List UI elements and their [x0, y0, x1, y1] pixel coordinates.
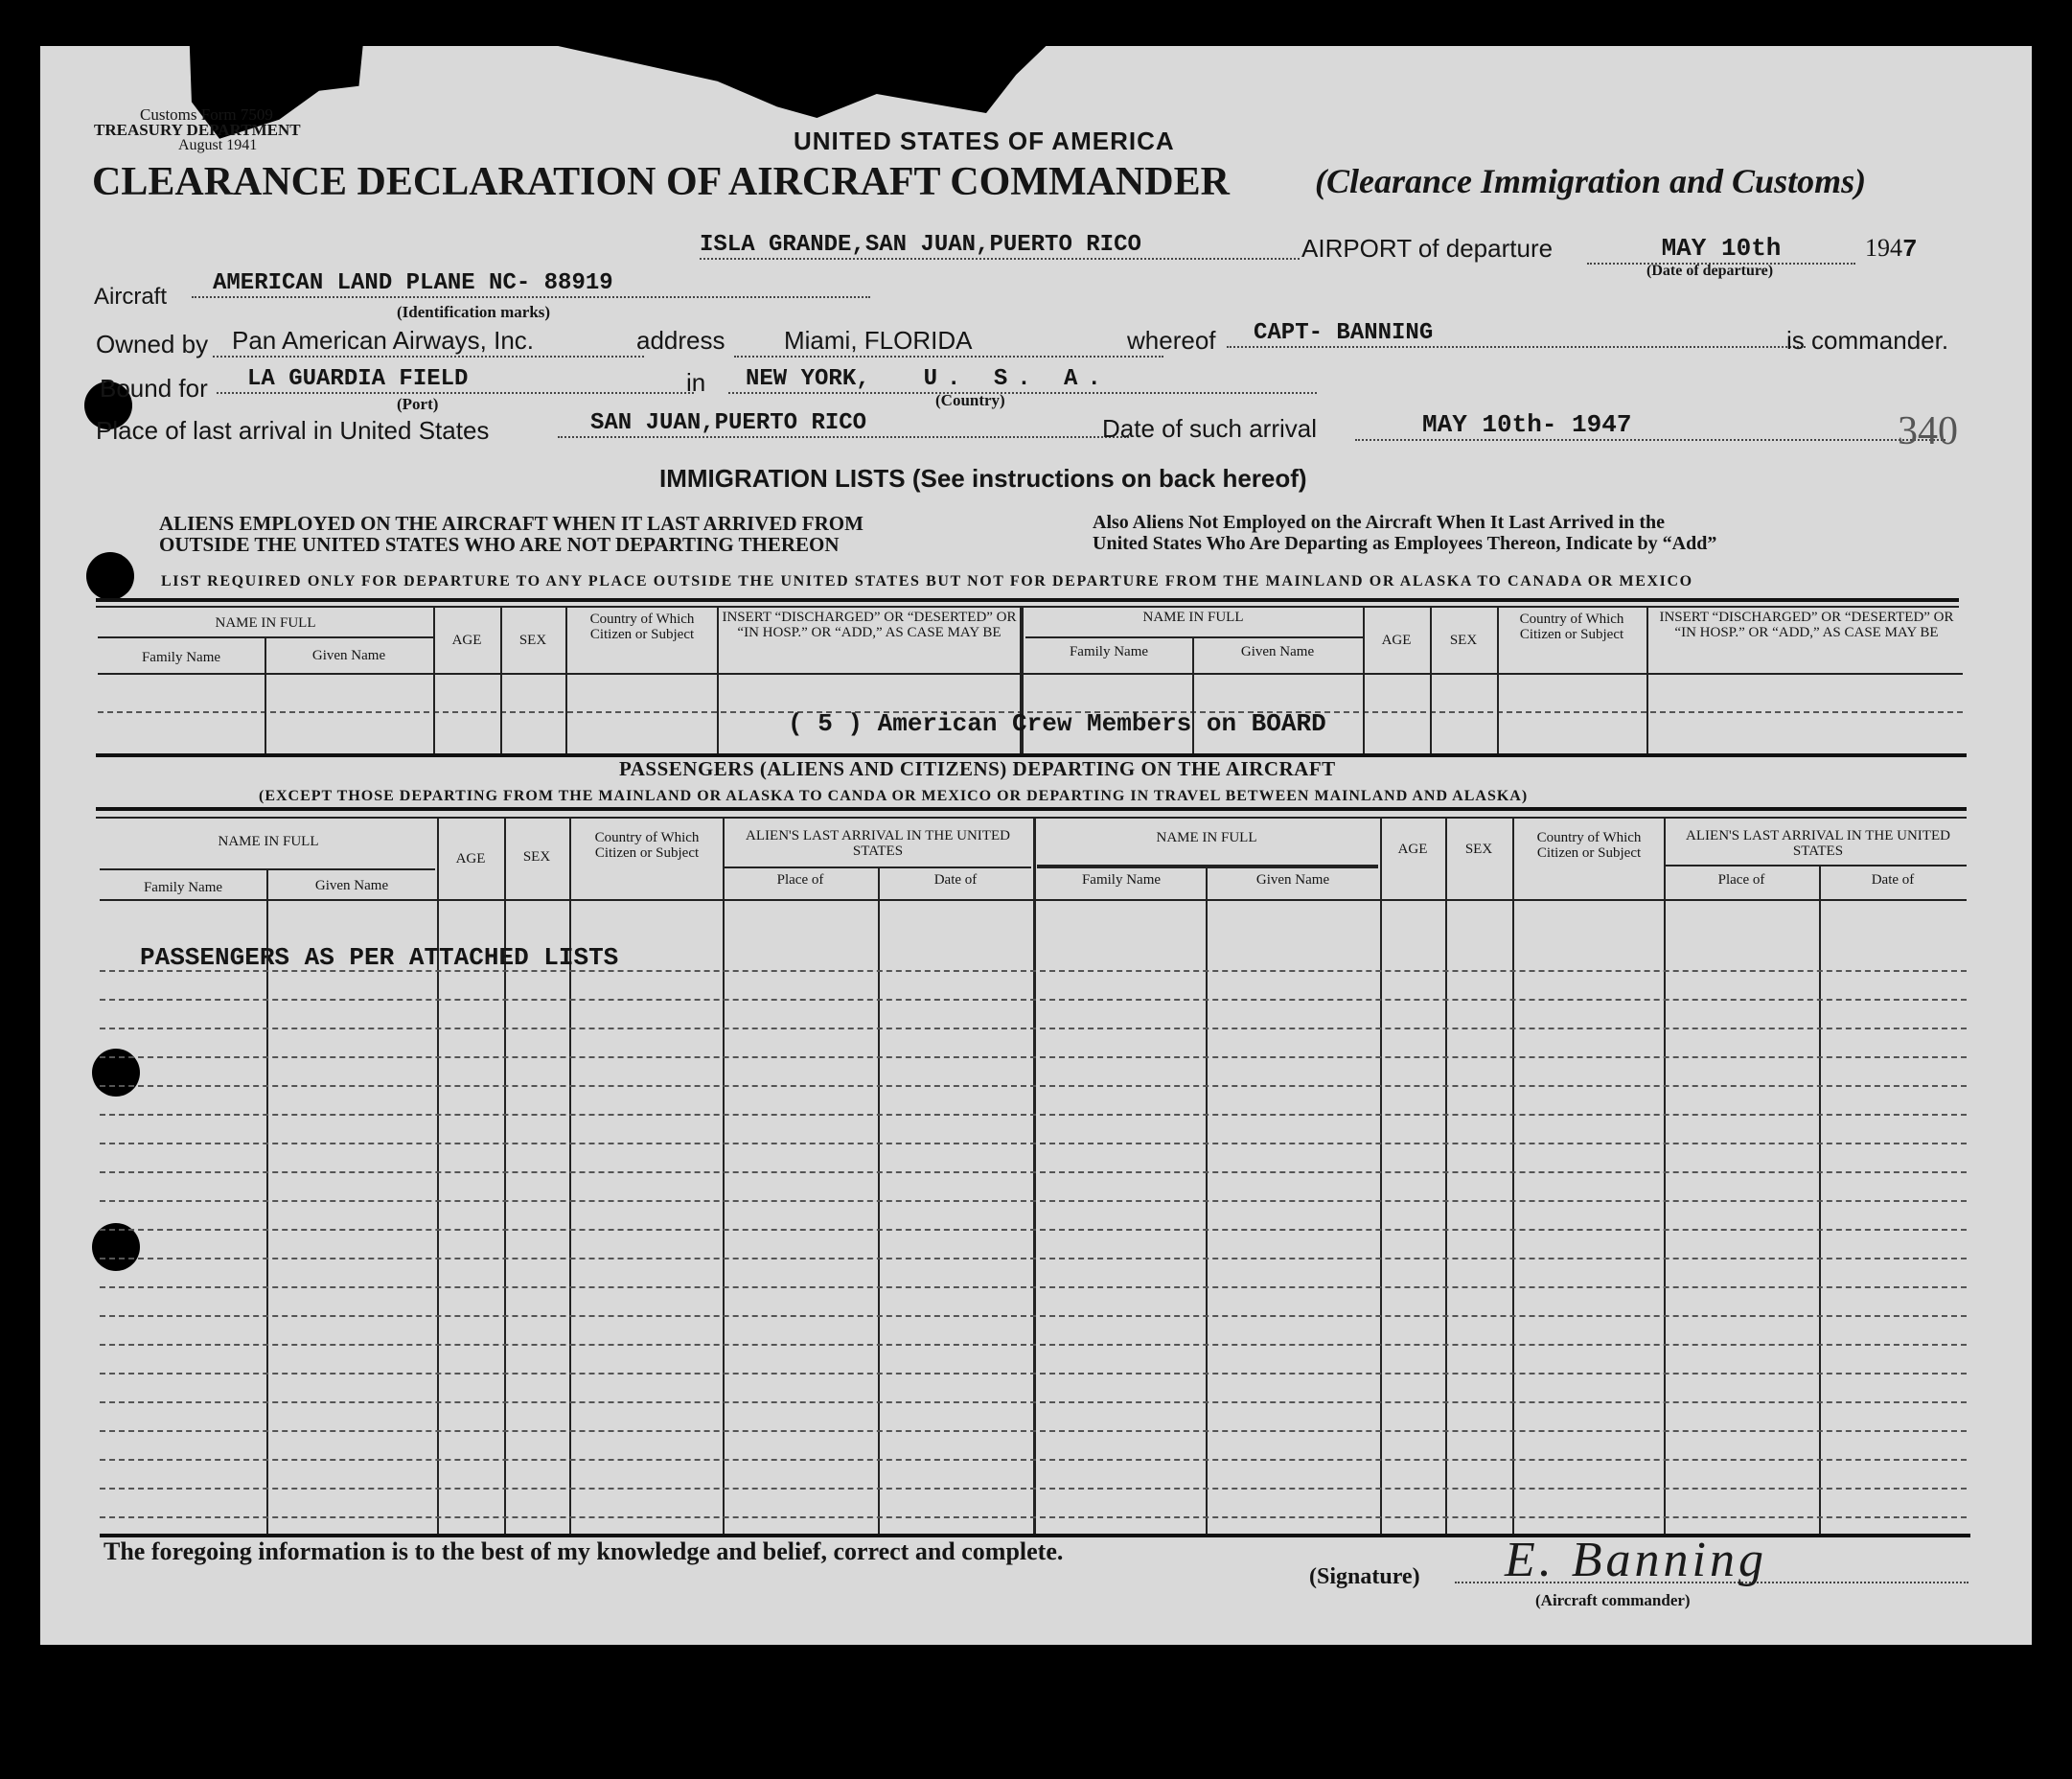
- p-col-family-header-2: Family Name: [1081, 872, 1162, 888]
- p-col-last-arrival-header: ALIEN'S LAST ARRIVAL IN THE UNITED STATES: [746, 828, 1010, 859]
- country-heading: UNITED STATES OF AMERICA: [794, 127, 1175, 155]
- col-line: [717, 606, 719, 753]
- owned-label: Owned by: [96, 330, 209, 358]
- col-given-header: Given Name: [311, 648, 386, 663]
- port-caption: (Port): [397, 395, 439, 413]
- table-row: [100, 1516, 1967, 1518]
- col-line: [1363, 606, 1365, 753]
- airport-label: AIRPORT of departure: [1301, 234, 1554, 263]
- commander-value: CAPT- BANNING: [1227, 320, 1806, 348]
- p-col-date-header: Date of: [933, 872, 978, 888]
- col-line: [1646, 606, 1648, 753]
- signature-label: (Signature): [1309, 1564, 1420, 1589]
- table-row: [100, 1459, 1967, 1461]
- table-row: [100, 1229, 1967, 1231]
- p-col-country-header: Country of Which Citizen or Subject: [594, 830, 700, 861]
- col-line: [569, 817, 571, 1534]
- col-insert-header-2: INSERT “DISCHARGED” OR “DESERTED” OR “IN HOSP.” OR “ADD,” AS CASE MAY BE: [1659, 610, 1954, 640]
- punch-hole: [86, 552, 134, 600]
- col-given-header-2: Given Name: [1240, 644, 1315, 659]
- p-col-age-header-2: AGE: [1397, 842, 1428, 857]
- arrival-date-label: Date of such arrival: [1102, 414, 1317, 443]
- table-row: [100, 1258, 1967, 1259]
- passengers-entry: PASSENGERS AS PER ATTACHED LISTS: [140, 943, 619, 972]
- aliens-left-line1: ALIENS EMPLOYED ON THE AIRCRAFT WHEN IT LAST ARRIVED FROM: [159, 512, 863, 535]
- in-label: in: [686, 368, 706, 397]
- p-col-name-header-2: NAME IN FULL: [1156, 830, 1257, 845]
- col-line: [1033, 817, 1036, 1534]
- arrival-date-value: MAY 10th- 1947: [1355, 410, 1945, 441]
- aircraft-value: AMERICAN LAND PLANE NC- 88919: [192, 270, 870, 298]
- date-caption: (Date of departure): [1646, 263, 1774, 279]
- departure-date: MAY 10th: [1587, 234, 1855, 265]
- p-col-family-header: Family Name: [143, 880, 223, 895]
- signature: E. Banning: [1505, 1533, 1767, 1587]
- p-col-sex-header: SEX: [522, 849, 551, 865]
- p-col-name-header: NAME IN FULL: [218, 834, 319, 849]
- owner-value: Pan American Airways, Inc.: [213, 326, 644, 358]
- col-country-header-2: Country of Which Citizen or Subject: [1519, 612, 1624, 642]
- table-row: [100, 1056, 1967, 1058]
- table-rule: [96, 817, 1967, 819]
- last-arrival-label: Place of last arrival in United States: [96, 416, 490, 445]
- p-col-place-header: Place of: [776, 872, 824, 888]
- address-label: address: [636, 326, 725, 355]
- p-col-place-header-2: Place of: [1717, 872, 1765, 888]
- aliens-left-line2: OUTSIDE THE UNITED STATES WHO ARE NOT DEPARTING THEREON: [159, 533, 840, 556]
- last-arrival-value: SAN JUAN,PUERTO RICO: [558, 410, 1129, 438]
- year-prefix: 194: [1865, 234, 1902, 262]
- whereof-label: whereof: [1127, 326, 1216, 355]
- departure-year: [1865, 234, 1918, 264]
- ident-caption: (Identification marks): [397, 303, 551, 321]
- table-rule: [96, 606, 1959, 608]
- table-rule: [96, 598, 1959, 602]
- aircraft-label: Aircraft: [94, 284, 168, 310]
- department: TREASURY DEPARTMENT: [94, 121, 301, 139]
- col-line: [500, 606, 502, 753]
- port-value: LA GUARDIA FIELD: [217, 366, 694, 394]
- col-line: [504, 817, 506, 1534]
- col-insert-header: INSERT “DISCHARGED” OR “DESERTED” OR “IN HOSP.” OR “ADD,” AS CASE MAY BE: [722, 610, 1017, 640]
- col-line: [565, 606, 567, 753]
- col-country-header: Country of Which Citizen or Subject: [589, 612, 695, 642]
- aliens-right-line2: United States Who Are Departing as Employees Thereon, Indicate by “Add”: [1093, 533, 1717, 554]
- table-row: [100, 1373, 1967, 1375]
- col-line: [723, 817, 725, 1534]
- table-row: [100, 1114, 1967, 1116]
- passengers-subheading: (EXCEPT THOSE DEPARTING FROM THE MAINLAND OR ALASKA TO CANDA OR MEXICO OR DEPARTING IN TRAVEL BETWEEN MAINLAND AND ALASKA): [259, 788, 1529, 804]
- table-rule: [98, 673, 1963, 675]
- table-row: [100, 1085, 1967, 1087]
- page-subtitle: (Clearance Immigration and Customs): [1315, 162, 1867, 200]
- col-line: [433, 606, 435, 753]
- col-family-header-2: Family Name: [1069, 644, 1149, 659]
- table-row: [100, 1315, 1967, 1317]
- p-col-sex-header-2: SEX: [1464, 842, 1493, 857]
- col-sex-header-2: SEX: [1449, 633, 1478, 648]
- col-line: [1664, 817, 1666, 1534]
- col-family-header: Family Name: [141, 650, 221, 665]
- list-note: LIST REQUIRED ONLY FOR DEPARTURE TO ANY PLACE OUTSIDE THE UNITED STATES BUT NOT FOR DEPARTURE FROM THE MAINLAND OR ALASKA TO CANADA OR MEXICO: [161, 573, 1693, 589]
- col-age-header: AGE: [451, 633, 482, 648]
- aliens-right-line1: Also Aliens Not Employed on the Aircraft When It Last Arrived in the: [1093, 512, 1666, 533]
- table-rule: [96, 807, 1967, 811]
- table-row: [100, 1200, 1967, 1202]
- p-col-country-header-2: Country of Which Citizen or Subject: [1536, 830, 1642, 861]
- year-digit: 7: [1902, 235, 1918, 264]
- table-row: [100, 1143, 1967, 1144]
- col-name-header-2: NAME IN FULL: [1142, 610, 1244, 625]
- table-row: [100, 1488, 1967, 1490]
- table-rule: [1025, 636, 1363, 638]
- immigration-heading: IMMIGRATION LISTS (See instructions on back hereof): [659, 464, 1307, 493]
- table-row: [100, 1171, 1967, 1173]
- country-caption: (Country): [935, 391, 1005, 409]
- table-row: [100, 1401, 1967, 1403]
- table-row: [100, 1344, 1967, 1346]
- city-text: NEW YORK,: [746, 366, 870, 392]
- table-row: [100, 1286, 1967, 1288]
- col-sex-header: SEX: [518, 633, 547, 648]
- signature-caption: (Aircraft commander): [1535, 1591, 1691, 1609]
- table-row: [100, 1430, 1967, 1432]
- commander-suffix: is commander.: [1786, 326, 1949, 355]
- city-value: [728, 366, 1317, 394]
- page-title: CLEARANCE DECLARATION OF AIRCRAFT COMMANDER: [92, 160, 1230, 204]
- col-line: [1430, 606, 1432, 753]
- crew-entry: ( 5 ) American Crew Members on BOARD: [788, 709, 1326, 738]
- col-name-header: NAME IN FULL: [215, 615, 316, 631]
- table-rule: [1666, 865, 1967, 866]
- table-rule: [1037, 865, 1378, 868]
- p-col-date-header-2: Date of: [1871, 872, 1915, 888]
- table-row: [100, 999, 1967, 1001]
- page-number: 340: [1898, 409, 1958, 453]
- declaration-statement: The foregoing information is to the best of my knowledge and belief, correct and complete.: [104, 1537, 1064, 1565]
- form-date: August 1941: [178, 137, 258, 153]
- airport-value: ISLA GRANDE,SAN JUAN,PUERTO RICO: [700, 232, 1300, 260]
- col-line: [1380, 817, 1382, 1534]
- col-age-header-2: AGE: [1381, 633, 1412, 648]
- col-line: [1819, 865, 1821, 1534]
- form-number: Customs Form 7509: [140, 105, 273, 124]
- table-rule: [723, 866, 1031, 868]
- bound-label: Bound for: [100, 374, 208, 403]
- country-text: U. S. A.: [923, 366, 1111, 392]
- p-col-given-header-2: Given Name: [1255, 872, 1330, 888]
- p-col-given-header: Given Name: [314, 878, 389, 893]
- col-line: [1445, 817, 1447, 1534]
- col-line: [437, 817, 439, 1534]
- p-col-last-arrival-header-2: ALIEN'S LAST ARRIVAL IN THE UNITED STATES: [1686, 828, 1950, 859]
- address-value: Miami, FLORIDA: [734, 326, 1163, 358]
- table-row: [100, 1028, 1967, 1029]
- p-col-age-header: AGE: [455, 851, 486, 866]
- col-line: [1497, 606, 1499, 753]
- passengers-heading: PASSENGERS (ALIENS AND CITIZENS) DEPARTING ON THE AIRCRAFT: [619, 757, 1336, 780]
- col-line: [1512, 817, 1514, 1534]
